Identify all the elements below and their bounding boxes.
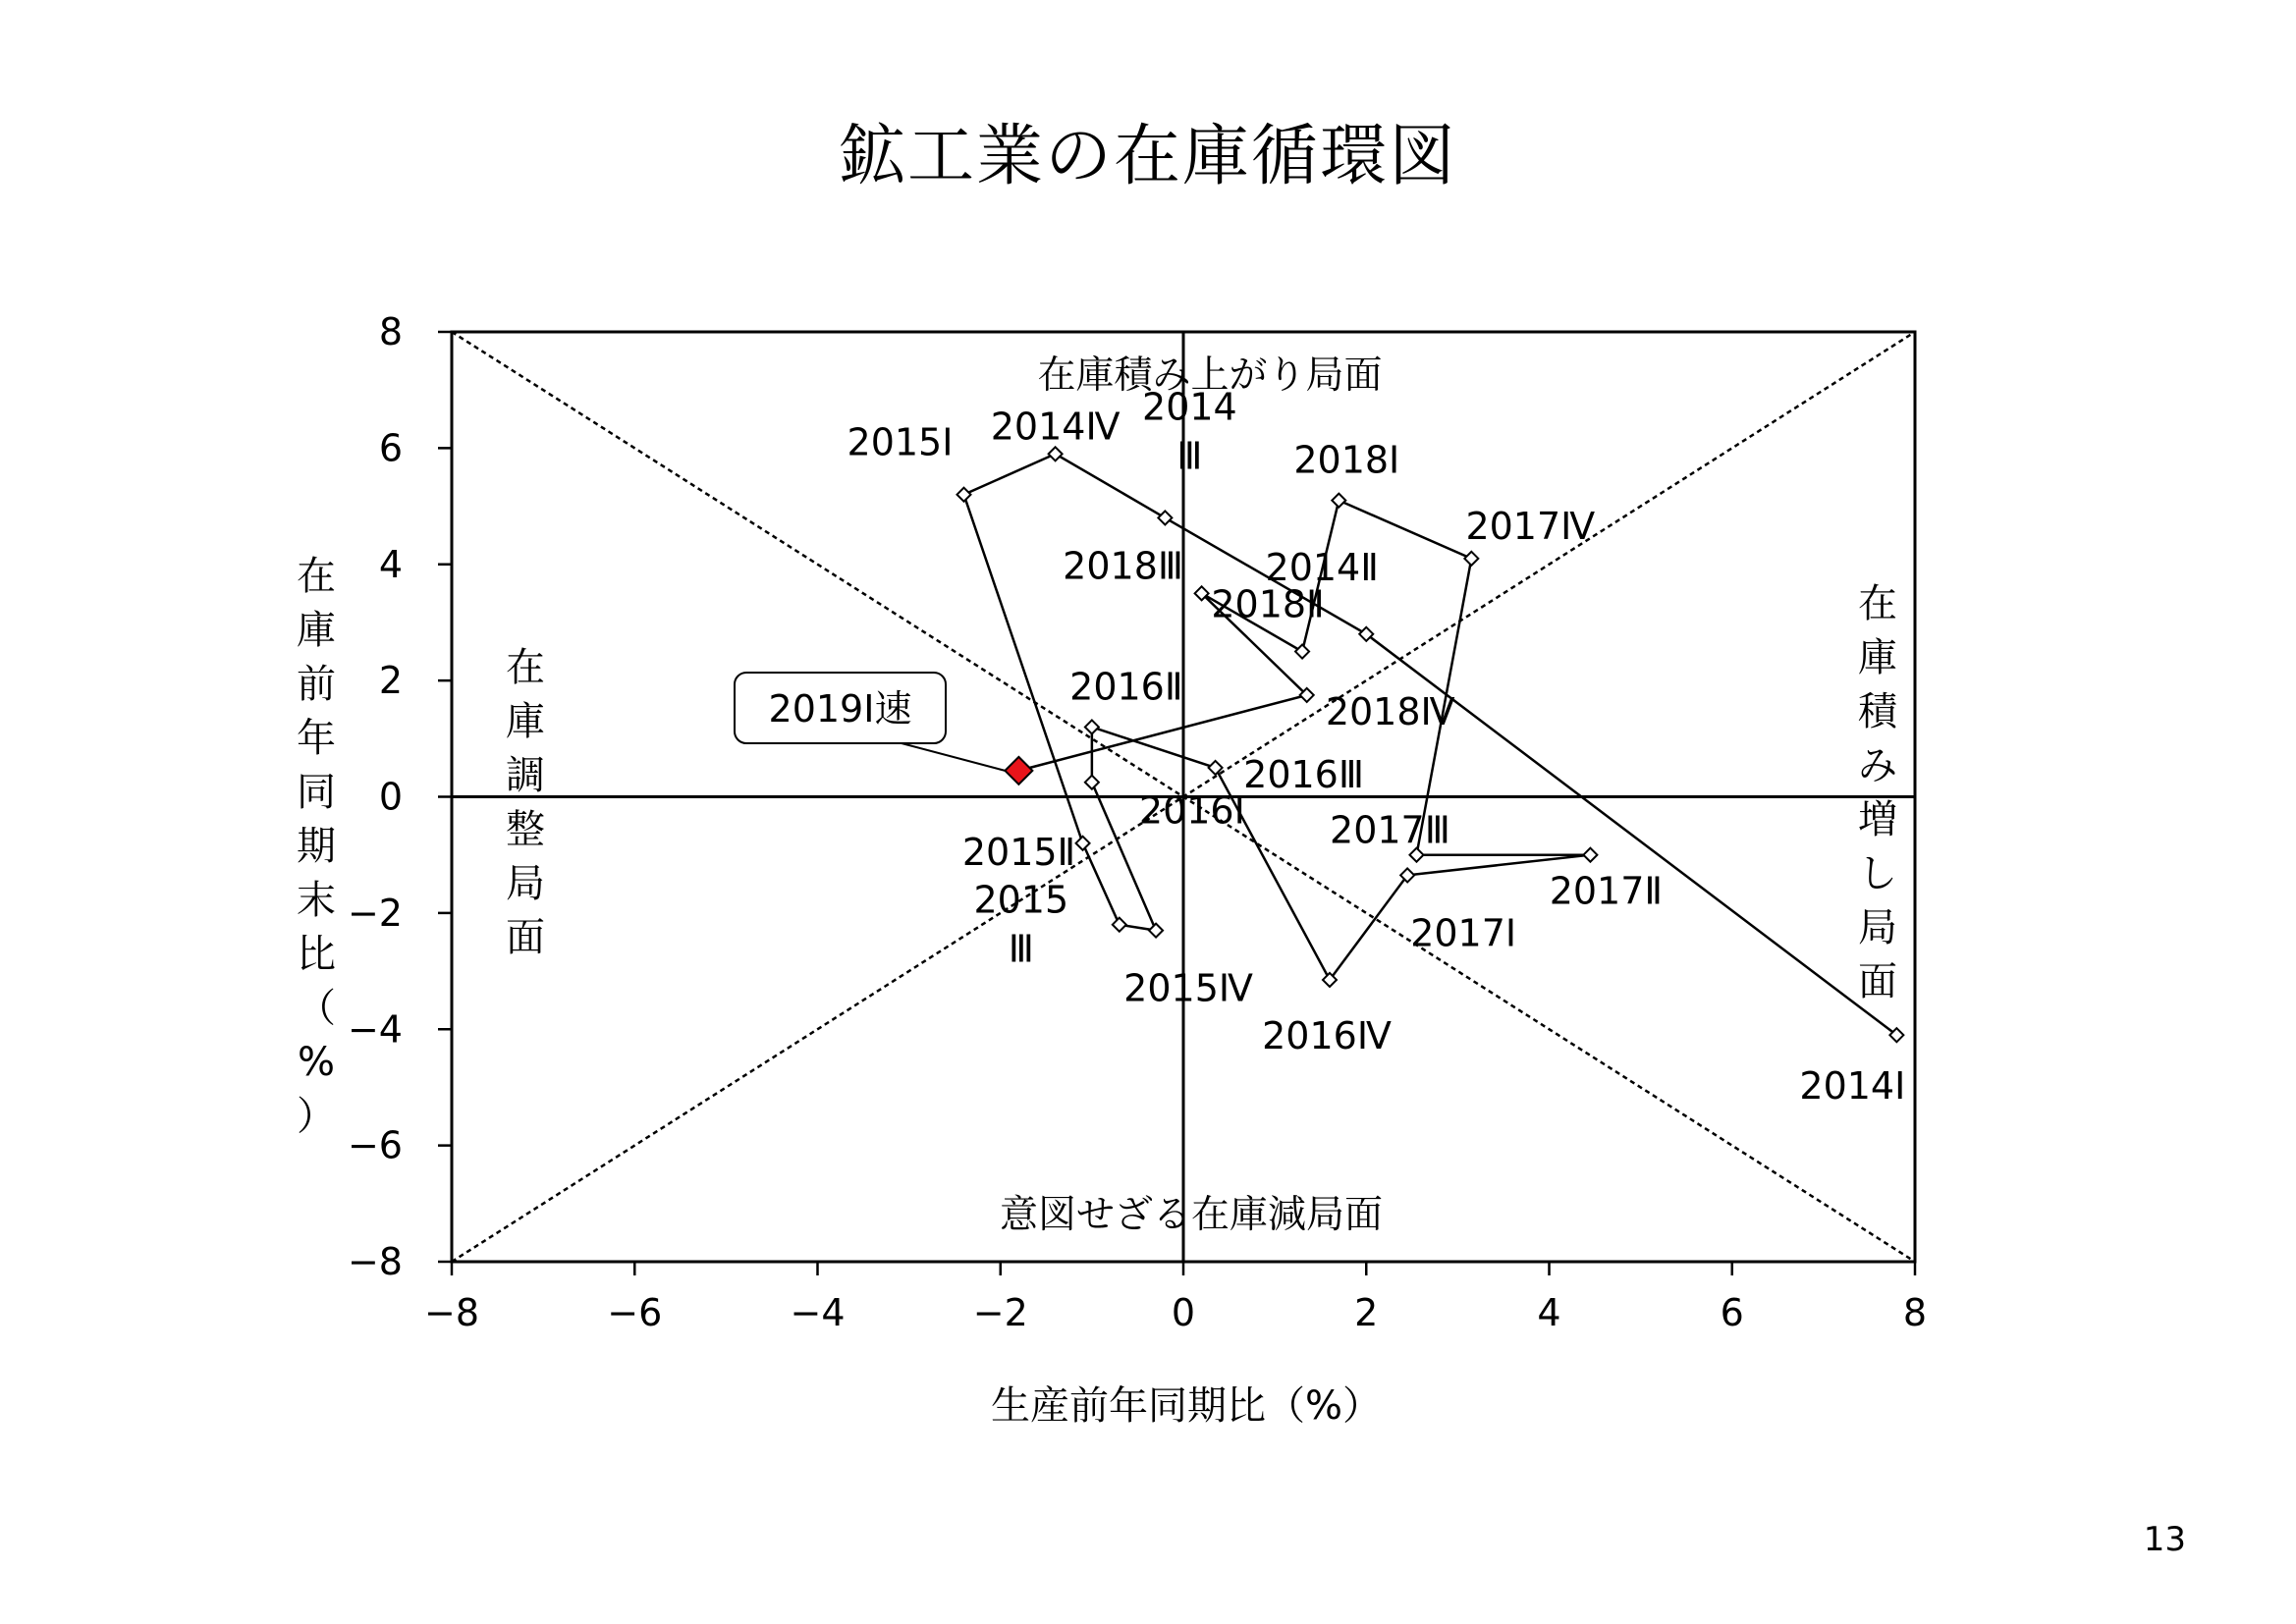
- phase-label-right: 在庫積み増し局面: [1858, 581, 1897, 1004]
- data-point: [1049, 447, 1063, 460]
- data-point: [1085, 776, 1099, 789]
- point-label: 2014 Ⅲ: [1142, 385, 1237, 478]
- phase-label-left: 在庫調整局面: [506, 645, 545, 960]
- point-label: 2016Ⅲ: [1243, 752, 1365, 796]
- point-label: 2014Ⅳ: [990, 405, 1121, 449]
- point-label: 2014Ⅰ: [1799, 1064, 1906, 1109]
- data-point: [1076, 837, 1090, 850]
- point-label: 2015Ⅰ: [847, 420, 954, 464]
- data-point: [1149, 924, 1163, 938]
- y-tick-label: 0: [378, 775, 403, 819]
- point-label: 2016Ⅱ: [1069, 665, 1183, 709]
- data-point: [1113, 918, 1126, 932]
- y-tick-label: −8: [347, 1240, 403, 1283]
- point-label: 2018Ⅲ: [1063, 544, 1184, 588]
- y-tick-label: −6: [347, 1123, 403, 1167]
- phase-label-bottom: 意図せざる在庫減局面: [999, 1193, 1384, 1237]
- point-label: 2017Ⅰ: [1410, 911, 1517, 955]
- point-label: 2017Ⅱ: [1549, 869, 1664, 913]
- point-label: 2014Ⅱ: [1265, 545, 1379, 589]
- point-label: 2015Ⅳ: [1123, 966, 1253, 1010]
- x-tick-label: 8: [1902, 1291, 1928, 1334]
- y-tick-label: 8: [378, 310, 403, 353]
- point-label: 2015 Ⅲ: [973, 878, 1069, 971]
- page-number: 13: [2143, 1520, 2186, 1559]
- data-point: [1332, 494, 1345, 508]
- point-label: 2018Ⅳ: [1325, 689, 1455, 733]
- point-label: 2015Ⅱ: [961, 830, 1076, 874]
- x-tick-label: 4: [1537, 1291, 1561, 1334]
- y-tick-label: 2: [378, 659, 403, 703]
- data-point: [1583, 848, 1597, 862]
- x-tick-label: −4: [790, 1291, 846, 1334]
- point-label: 2017Ⅲ: [1330, 808, 1450, 852]
- point-label: 2017Ⅳ: [1465, 504, 1596, 548]
- point-label: 2018Ⅱ: [1211, 582, 1325, 626]
- x-tick-label: 6: [1720, 1291, 1744, 1334]
- data-point: [957, 488, 971, 502]
- callout-label: 2019Ⅰ速: [768, 687, 912, 731]
- x-axis-title: 生産前年同期比（%）: [990, 1383, 1383, 1429]
- page-title: 鉱工業の在庫循環図: [838, 118, 1457, 195]
- y-tick-label: 4: [378, 542, 403, 586]
- point-label: 2016Ⅳ: [1262, 1013, 1392, 1057]
- data-point: [1295, 645, 1309, 659]
- y-tick-label: −4: [347, 1007, 403, 1052]
- data-point: [1158, 511, 1172, 524]
- x-tick-label: −6: [607, 1291, 663, 1334]
- x-tick-label: −2: [972, 1291, 1028, 1334]
- point-label: 2016Ⅰ: [1138, 788, 1245, 833]
- y-tick-label: −2: [347, 891, 403, 935]
- x-tick-label: −8: [423, 1291, 480, 1334]
- y-axis-title: 在庫前年同期末比（%）: [297, 554, 336, 1139]
- x-tick-label: 2: [1354, 1291, 1379, 1334]
- callout-pointer: [902, 743, 1005, 771]
- x-tick-label: 0: [1171, 1291, 1196, 1334]
- phase-label-top: 在庫積み上がり局面: [1037, 353, 1383, 398]
- data-point-highlight: [1005, 757, 1032, 785]
- point-label: 2018Ⅰ: [1293, 438, 1400, 482]
- data-point: [1464, 552, 1478, 566]
- data-point: [1085, 720, 1099, 733]
- y-tick-label: 6: [378, 426, 403, 470]
